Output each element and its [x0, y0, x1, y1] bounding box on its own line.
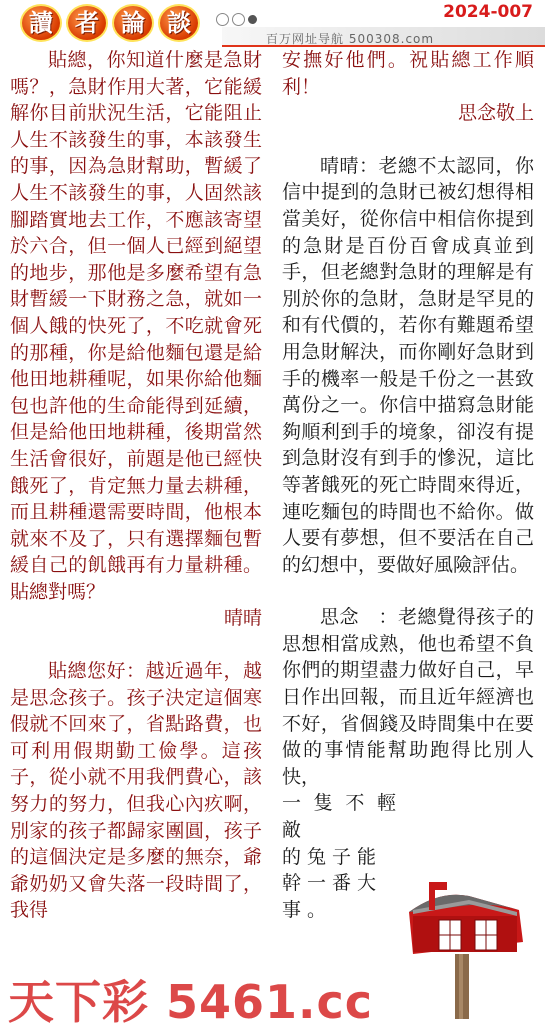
reader-letter: 貼總，你知道什麼是急財嗎？，急財作用大著，它能緩解你目前狀況生活，它能阻止人生不該發生的事，本該發生的事，因為急財幫助，暫緩了人生不該發生的事，人固然該腳踏實地去工作，不應該寄望於六合，但一個人已經到絕望的地步，那他是多麼希望有急財暫緩一下財務之急，就如一個人餓的快死了，不吃就會死的那種，你是給他麵包還是給他田地耕種呢，如果你給他麵包也許他的生命能得到延續，但是給他田地耕種，後期當然生活會很好，前題是他已經快餓死了，肯定無力量去耕種，而且耕種還需要時間，他根本就來不及了，只有選擇麵包暫緩自己的飢餓再有力量耕種。貼總對嗎？ [10, 49, 262, 603]
circle-icon [216, 13, 229, 26]
title-badge: 論 [112, 4, 154, 42]
header [0, 0, 545, 48]
left-column [10, 47, 262, 924]
title-badge: 讀 [20, 4, 62, 42]
reply-line: 的兔子能 [282, 845, 383, 868]
reply-line: 幹一番大 [282, 872, 383, 895]
editor-reply: 思念 ：老總覺得孩子的思想相當成熟，他也希望不負你們的期望盡力做好自己，早日作出回報，而且近年經濟也不好，省個錢及時間集中在要做的事情能幫助跑得比別人快， [282, 606, 534, 788]
reader-letter-continued: 安撫好他們。祝貼總工作順利！ [282, 49, 534, 98]
reader-letter: 貼總您好：越近過年，越是思念孩子。孩子決定這個寒假就不回來了，省點路費，也可利用假期勤工儉學。這孩子，從小就不用我們費心，該努力的努力，但我心內疚啊，別家的孩子都歸家團圓，孩子的這個決定是多麼的無奈，爺爺奶奶又會失落一段時間了，我得 [10, 660, 262, 922]
title-badge: 談 [158, 4, 200, 42]
right-column [282, 47, 534, 923]
site-watermark-text: 百万网址导航 500308.com [266, 32, 435, 46]
dot-icon [248, 15, 257, 24]
section-title [20, 4, 200, 42]
letter-signature: 晴晴 [223, 607, 262, 630]
title-badge: 者 [66, 4, 108, 42]
reply-line: 事。 [282, 898, 333, 921]
watermark: 天下彩 5461.cc [8, 975, 374, 1029]
editor-reply: 晴晴：老總不太認同，你信中提到的急財已被幻想得相當美好，從你信中相信你提到的急財是百份百會成真並到手，但老總對急財的理解是有別於你的急財，急財是罕見的和有代價的，若你有難題希望用急財解決，而你剛好急財到手的機率一般是千份之一甚致萬份之一。你信中描寫急財能夠順利到手的境象，卻沒有提到急財沒有到手的慘況，這比等著餓死的死亡時間來得近，連吃麵包的時間也不給你。做人要有夢想，但不要活在自己的幻想中，要做好風險評估。 [282, 154, 534, 576]
issue-number: 2024-007 [443, 2, 533, 22]
editor-reply-tail [282, 790, 402, 923]
letter-signature: 思念敬上 [457, 102, 534, 125]
decorative-dots [216, 13, 257, 26]
reply-line: 一隻不輕敵 [282, 792, 402, 842]
mailbox-illustration [399, 882, 531, 1019]
circle-icon [232, 13, 245, 26]
